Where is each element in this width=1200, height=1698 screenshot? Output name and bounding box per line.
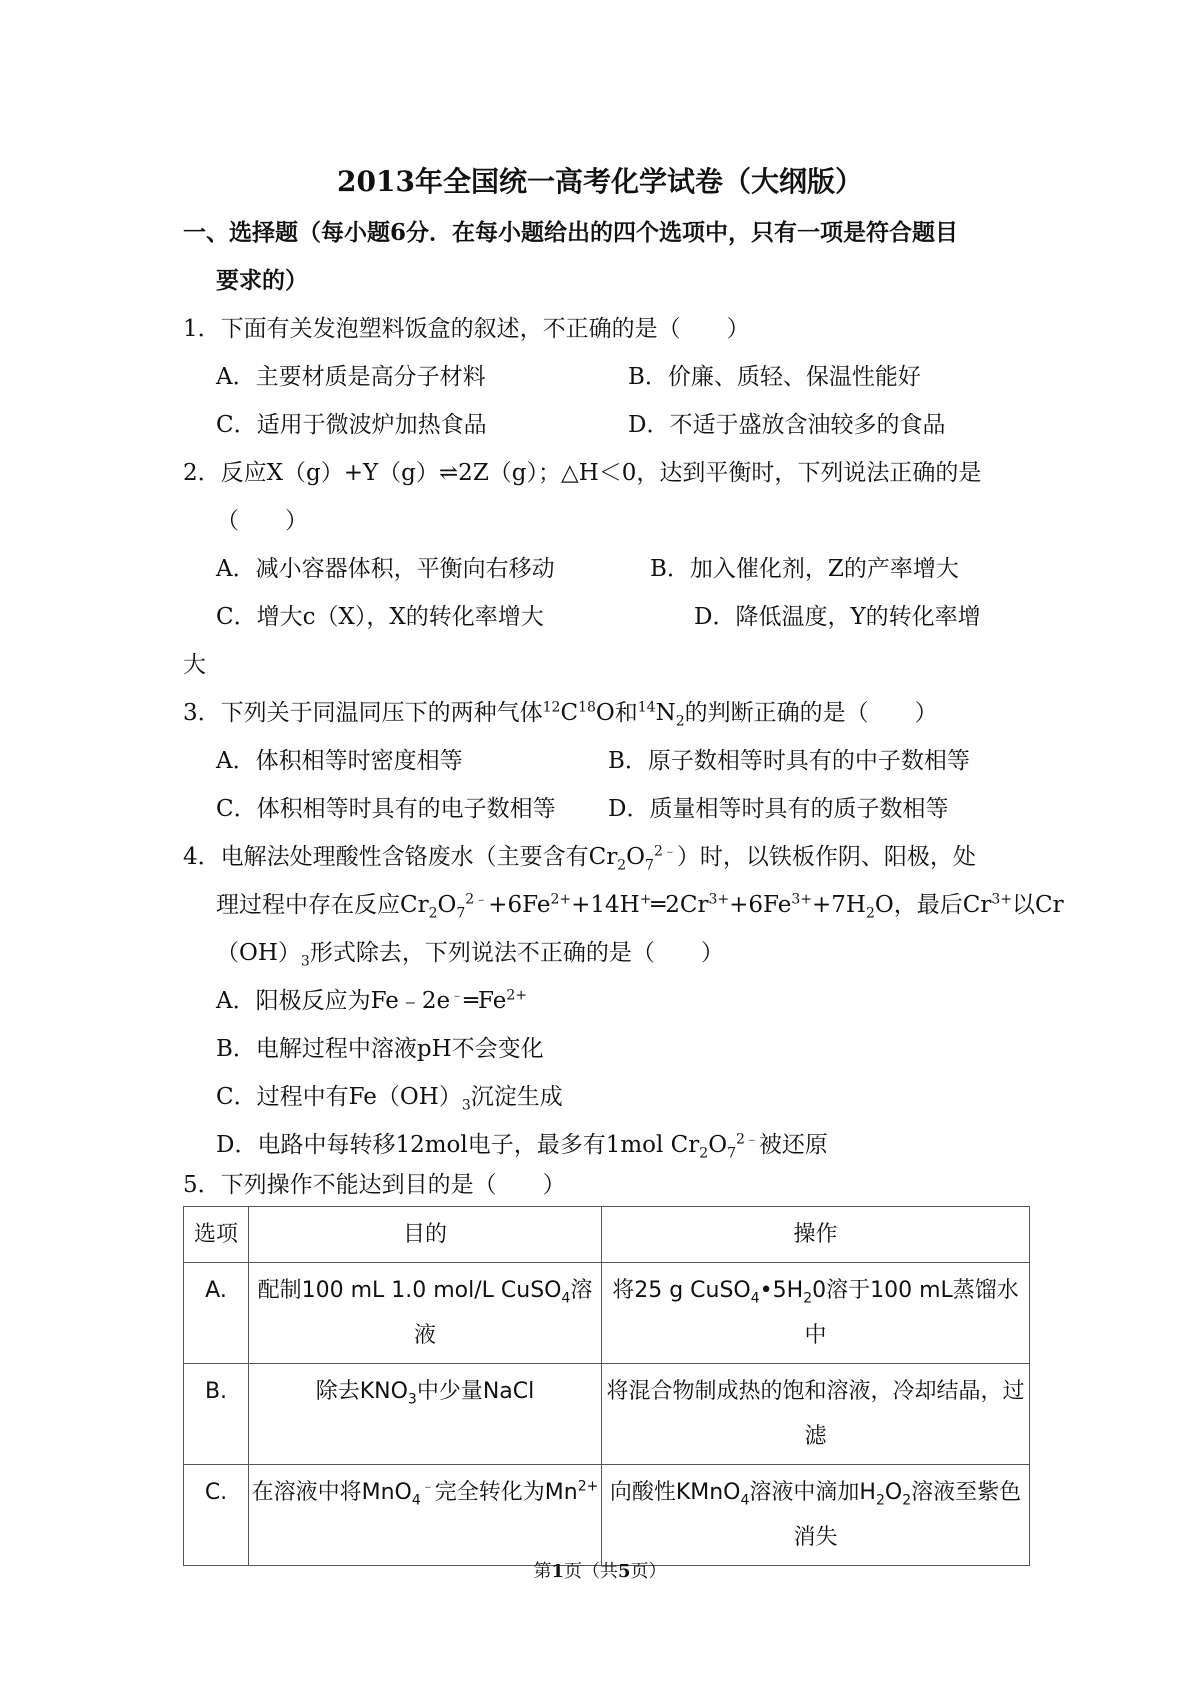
goal-a-post: 溶液 [413,1278,593,1348]
q4-l3-post: 形式除去，下列说法不正确的是（ ） [309,940,724,966]
question-4-option-a [216,986,527,1016]
row-operation: 将混合物制成热的饱和溶液，冷却结晶，过滤 [602,1364,1030,1465]
question-4-stem-line2 [216,890,1064,920]
q4-a-e-charge: ﹣ [450,987,465,1004]
q4-l2-fe: +6Fe [488,892,551,918]
question-2-stem: 2．反应X（g）+Y（g）⇌2Z（g）；△H＜0，达到平衡时，下列说法正确的是 [183,460,982,486]
op-a-sub: 4 [750,1290,760,1307]
op-a-post: 0溶于100 mL蒸馏水中 [804,1278,1019,1348]
row-option: B. [184,1364,249,1465]
q4-l2-end: 以Cr [1011,892,1064,918]
q4-l2-h-charge: + [639,891,652,908]
q4-d-sub2: 2 [699,1145,709,1162]
goal-c-mid: 完全转化为Mn [434,1480,578,1505]
q4-l2-pre: 理过程中存在反应Cr [216,892,429,918]
q4-l1-post: ）时，以铁板作阴、阳极，处 [676,844,976,870]
question-1-option-b: B．价廉、质轻、保温性能好 [628,364,921,390]
q3-mass-o: 18 [578,699,596,716]
question-2-option-a: A．减小容器体积，平衡向右移动 [216,556,555,582]
question-3-option-b: B．原子数相等时具有的中子数相等 [608,748,970,774]
goal-a-sub: 4 [561,1290,571,1307]
q3-mass-c: 12 [542,699,561,716]
q4-l1-sub7: 7 [645,857,654,874]
table-header-goal: 目的 [249,1207,602,1263]
q4-l2-sub7: 7 [456,905,466,922]
question-4-option-d [216,1130,828,1160]
q3-text-pre: 3．下列关于同温同压下的两种气体 [183,700,543,726]
q4-d-post: 被还原 [758,1132,828,1158]
section-heading-cont: 要求的） [216,267,308,294]
q4-l2-h: +14H [571,892,640,918]
q4-l2-charge: 2﹣ [465,891,489,908]
question-1-option-a: A．主要材质是高分子材料 [216,364,486,390]
op-c-pre: 向酸性KMnO [609,1480,741,1505]
question-1-option-c: C．适用于微波炉加热食品 [216,412,487,438]
row-option: A. [184,1263,249,1364]
q4-l1-sub2: 2 [617,857,627,874]
goal-c-sub: 4 [411,1492,421,1509]
q4-l1-pre: 4．电解法处理酸性含铬废水（主要含有Cr [183,844,618,870]
question-1-option-d: D．不适于盛放含油较多的食品 [628,412,946,438]
goal-b-post: 中少量NaCl [416,1379,535,1404]
q4-c-post: 沉淀生成 [470,1084,563,1110]
footer-mid: 页（共 [564,1561,618,1582]
row-goal [249,1465,602,1566]
q4-l2-sub2: 2 [428,905,438,922]
q4-d-o: O [708,1132,728,1158]
goal-c-sup2: 2+ [577,1478,599,1495]
question-3-option-d: D．质量相等时具有的质子数相等 [608,796,949,822]
q4-l2-o: O [437,892,457,918]
row-operation [602,1263,1030,1364]
op-c-sub: 4 [740,1492,750,1509]
op-c-sub3: 2 [902,1492,912,1509]
page-title: 2013年全国统一高考化学试卷（大纲版） [337,165,863,198]
row-goal [249,1364,602,1465]
op-c-mid: 溶液中滴加H [749,1480,876,1505]
footer-page-number: 1 [551,1561,564,1582]
q4-l2-fe3-charge: 3+ [791,891,812,908]
q4-c-pre: C．过程中有Fe（OH） [216,1084,462,1110]
q4-l2-o-final: O，最后Cr [874,892,992,918]
section-heading: 一、选择题（每小题6分．在每小题给出的四个选项中，只有一项是符合题目 [183,219,959,246]
operations-table [183,1206,1030,1566]
q4-l2-cr-charge: 3+ [708,891,730,908]
row-option: C. [184,1465,249,1566]
question-2-paren: （ ） [216,508,308,534]
op-c-o: O [884,1480,903,1505]
goal-b-sub: 3 [407,1391,417,1408]
op-c-sub2: 2 [875,1492,885,1509]
q3-text-post: 的判断正确的是（ ） [684,700,938,726]
question-1-stem: 1．下面有关发泡塑料饭盒的叙述，不正确的是（ ） [183,316,750,342]
question-3-stem [183,698,938,728]
footer-post: 页） [630,1561,667,1582]
footer-pre: 第 [533,1561,552,1582]
page-footer [0,1560,1200,1584]
question-4-stem-line3 [216,938,724,968]
q3-element-c: C [560,700,579,726]
op-a-sub2: 2 [803,1290,813,1307]
op-a-mid: •5H [759,1278,804,1303]
question-3-option-c: C．体积相等时具有的电子数相等 [216,796,556,822]
q4-l2-cr3-charge: 3+ [991,891,1012,908]
question-2-option-b: B．加入催化剂，Z的产率增大 [650,556,959,582]
goal-c-sup: ﹣ [420,1478,435,1495]
goal-c-pre: 在溶液中将MnO [251,1480,412,1505]
question-4-option-c [216,1082,563,1112]
q3-n-sub: 2 [675,713,685,730]
row-operation [602,1465,1030,1566]
q4-l2-fe3: +6Fe [729,892,792,918]
q4-l2-cr: ═2Cr [651,892,709,918]
q4-l2-h2o: +7H [812,892,866,918]
table-row [184,1465,1030,1566]
table-row [184,1364,1030,1465]
q3-mass-n: 14 [637,699,656,716]
q4-l3-sub: 3 [300,953,310,970]
op-c-post: 溶液至紫色消失 [793,1480,1022,1550]
question-4-option-b: B．电解过程中溶液pH不会变化 [216,1036,544,1062]
q4-l2-fe-charge: 2+ [550,891,572,908]
op-a-pre: 将25 g CuSO [612,1278,751,1303]
question-2-option-d: D．降低温度，Y的转化率增 [694,604,981,630]
table-header-option: 选项 [184,1207,249,1263]
question-2-option-d-cont: 大 [183,652,206,678]
question-4-stem-line1 [183,842,976,872]
q3-element-o: O和 [595,700,638,726]
q4-a-pre: A．阳极反应为Fe﹣2e [216,988,451,1014]
q4-l2-h2o-sub: 2 [865,905,875,922]
table-header-operation: 操作 [602,1207,1030,1263]
question-5-stem: 5．下列操作不能达到目的是（ ） [183,1172,566,1198]
q4-a-fe-charge: 2+ [506,987,527,1004]
q4-d-charge: 2﹣ [735,1131,759,1148]
q4-c-sub: 3 [461,1097,471,1114]
table-row [184,1263,1030,1364]
goal-b-pre: 除去KNO [315,1379,408,1404]
q4-d-pre: D．电路中每转移12mol电子，最多有1mol Cr [216,1132,700,1158]
q4-l1-charge: 2﹣ [653,843,677,860]
goal-a-pre: 配制100 mL 1.0 mol/L CuSO [257,1278,562,1303]
q4-a-mid: ═Fe [464,988,507,1014]
table-header-row [184,1207,1030,1263]
q4-l1-o: O [626,844,646,870]
q3-element-n: N [655,700,676,726]
footer-total-pages: 5 [618,1561,631,1582]
question-2-option-c: C．增大c（X），X的转化率增大 [216,604,544,630]
q4-d-sub7: 7 [727,1145,736,1162]
row-goal [249,1263,602,1364]
q4-l3-pre: （OH） [216,940,301,966]
question-3-option-a: A．体积相等时密度相等 [216,748,463,774]
